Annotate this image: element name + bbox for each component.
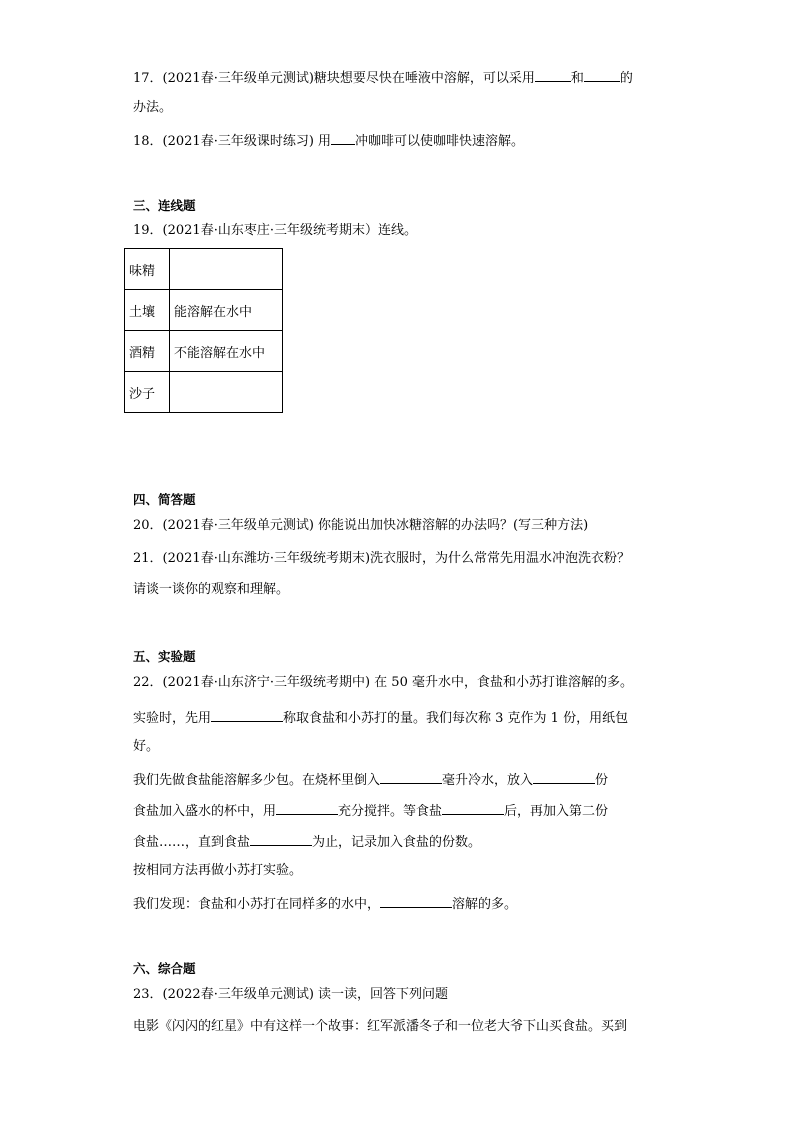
table-cell-item: 味精 xyxy=(125,249,170,290)
q22-text: 充分搅拌。等食盐 xyxy=(338,804,443,819)
question-21-line-2: 请谈一谈你的观察和理解。 xyxy=(133,582,290,597)
q22-text: 称取食盐和小苏打的量。我们每次称 3 克作为 1 份，用纸包 xyxy=(283,711,629,726)
table-cell-category xyxy=(170,372,283,413)
section-heading-matching: 三、连线题 xyxy=(133,198,196,213)
q22-text: 毫升冷水，放入 xyxy=(442,773,534,788)
question-17-line-2: 办法。 xyxy=(133,100,173,115)
table-cell-item: 沙子 xyxy=(125,372,170,413)
question-22-line-2 xyxy=(133,707,628,728)
matching-table xyxy=(124,248,283,413)
answer-blank[interactable] xyxy=(535,67,571,82)
q22-text: 实验时，先用 xyxy=(133,711,212,726)
q22-text: 份 xyxy=(595,773,609,788)
table-row xyxy=(125,290,283,331)
question-20: 20．(2021春·三年级单元测试) 你能说出加快冰糖溶解的办法吗？(写三种方法) xyxy=(133,518,589,533)
table-cell-category xyxy=(170,249,283,290)
table-row xyxy=(125,249,283,290)
answer-blank[interactable] xyxy=(380,893,452,908)
q17-text: 17．(2021春·三年级单元测试)糖块想要尽快在唾液中溶解，可以采用 xyxy=(133,71,535,86)
question-17-line-1 xyxy=(133,67,633,88)
question-22-line-6 xyxy=(133,831,481,852)
q22-text: 我们先做食盐能溶解多少包。在烧杯里倒入 xyxy=(133,773,381,788)
question-22-line-5 xyxy=(133,800,608,821)
q18-pre: 18．(2021春·三年级课时练习) 用 xyxy=(133,134,332,149)
question-22-line-8 xyxy=(133,893,517,914)
q17-mid: 和 xyxy=(570,71,584,86)
answer-blank[interactable] xyxy=(584,67,620,82)
section-heading-comprehensive: 六、综合题 xyxy=(133,961,196,976)
q22-text: 后，再加入第二份 xyxy=(504,804,609,819)
table-cell-category: 不能溶解在水中 xyxy=(170,331,283,372)
question-22-line-4 xyxy=(133,769,608,790)
answer-blank[interactable] xyxy=(442,800,504,815)
answer-blank[interactable] xyxy=(533,769,595,784)
answer-blank[interactable] xyxy=(331,130,355,145)
question-22-line-7: 按相同方法再做小苏打实验。 xyxy=(133,863,303,878)
question-18 xyxy=(133,130,524,151)
question-21-line-1: 21．(2021春·山东潍坊·三年级统考期末)洗衣服时，为什么常常先用温水冲泡洗衣粉？ xyxy=(133,551,631,566)
q17-end: 的 xyxy=(619,71,633,86)
table-cell-category: 能溶解在水中 xyxy=(170,290,283,331)
answer-blank[interactable] xyxy=(250,831,312,846)
section-heading-short-answer: 四、简答题 xyxy=(133,492,196,507)
table-cell-item: 酒精 xyxy=(125,331,170,372)
question-22-line-1: 22．(2021春·山东济宁·三年级统考期中) 在 50 毫升水中，食盐和小苏打谁溶解的多。 xyxy=(133,675,633,690)
question-22-line-3: 好。 xyxy=(133,739,160,754)
question-19: 19．(2021春·山东枣庄·三年级统考期末）连线。 xyxy=(133,223,417,238)
q22-text: 我们发现：食盐和小苏打在同样多的水中， xyxy=(133,897,381,912)
table-cell-item: 土壤 xyxy=(125,290,170,331)
answer-blank[interactable] xyxy=(211,707,283,722)
q22-text: 为止，记录加入食盐的份数。 xyxy=(312,835,482,850)
table-row xyxy=(125,331,283,372)
question-23: 23．(2022春·三年级单元测试) 读一读，回答下列问题 xyxy=(133,987,449,1002)
table-row xyxy=(125,372,283,413)
answer-blank[interactable] xyxy=(276,800,338,815)
q22-text: 溶解的多。 xyxy=(452,897,518,912)
section-heading-experiment: 五、实验题 xyxy=(133,649,196,664)
answer-blank[interactable] xyxy=(380,769,442,784)
q22-text: 食盐加入盛水的杯中，用 xyxy=(133,804,277,819)
question-23-passage: 电影《闪闪的红星》中有这样一个故事：红军派潘冬子和一位老大爷下山买食盐。买到 xyxy=(133,1019,628,1034)
q22-text: 食盐……，直到食盐 xyxy=(133,835,251,850)
q18-post: 冲咖啡可以使咖啡快速溶解。 xyxy=(355,134,525,149)
